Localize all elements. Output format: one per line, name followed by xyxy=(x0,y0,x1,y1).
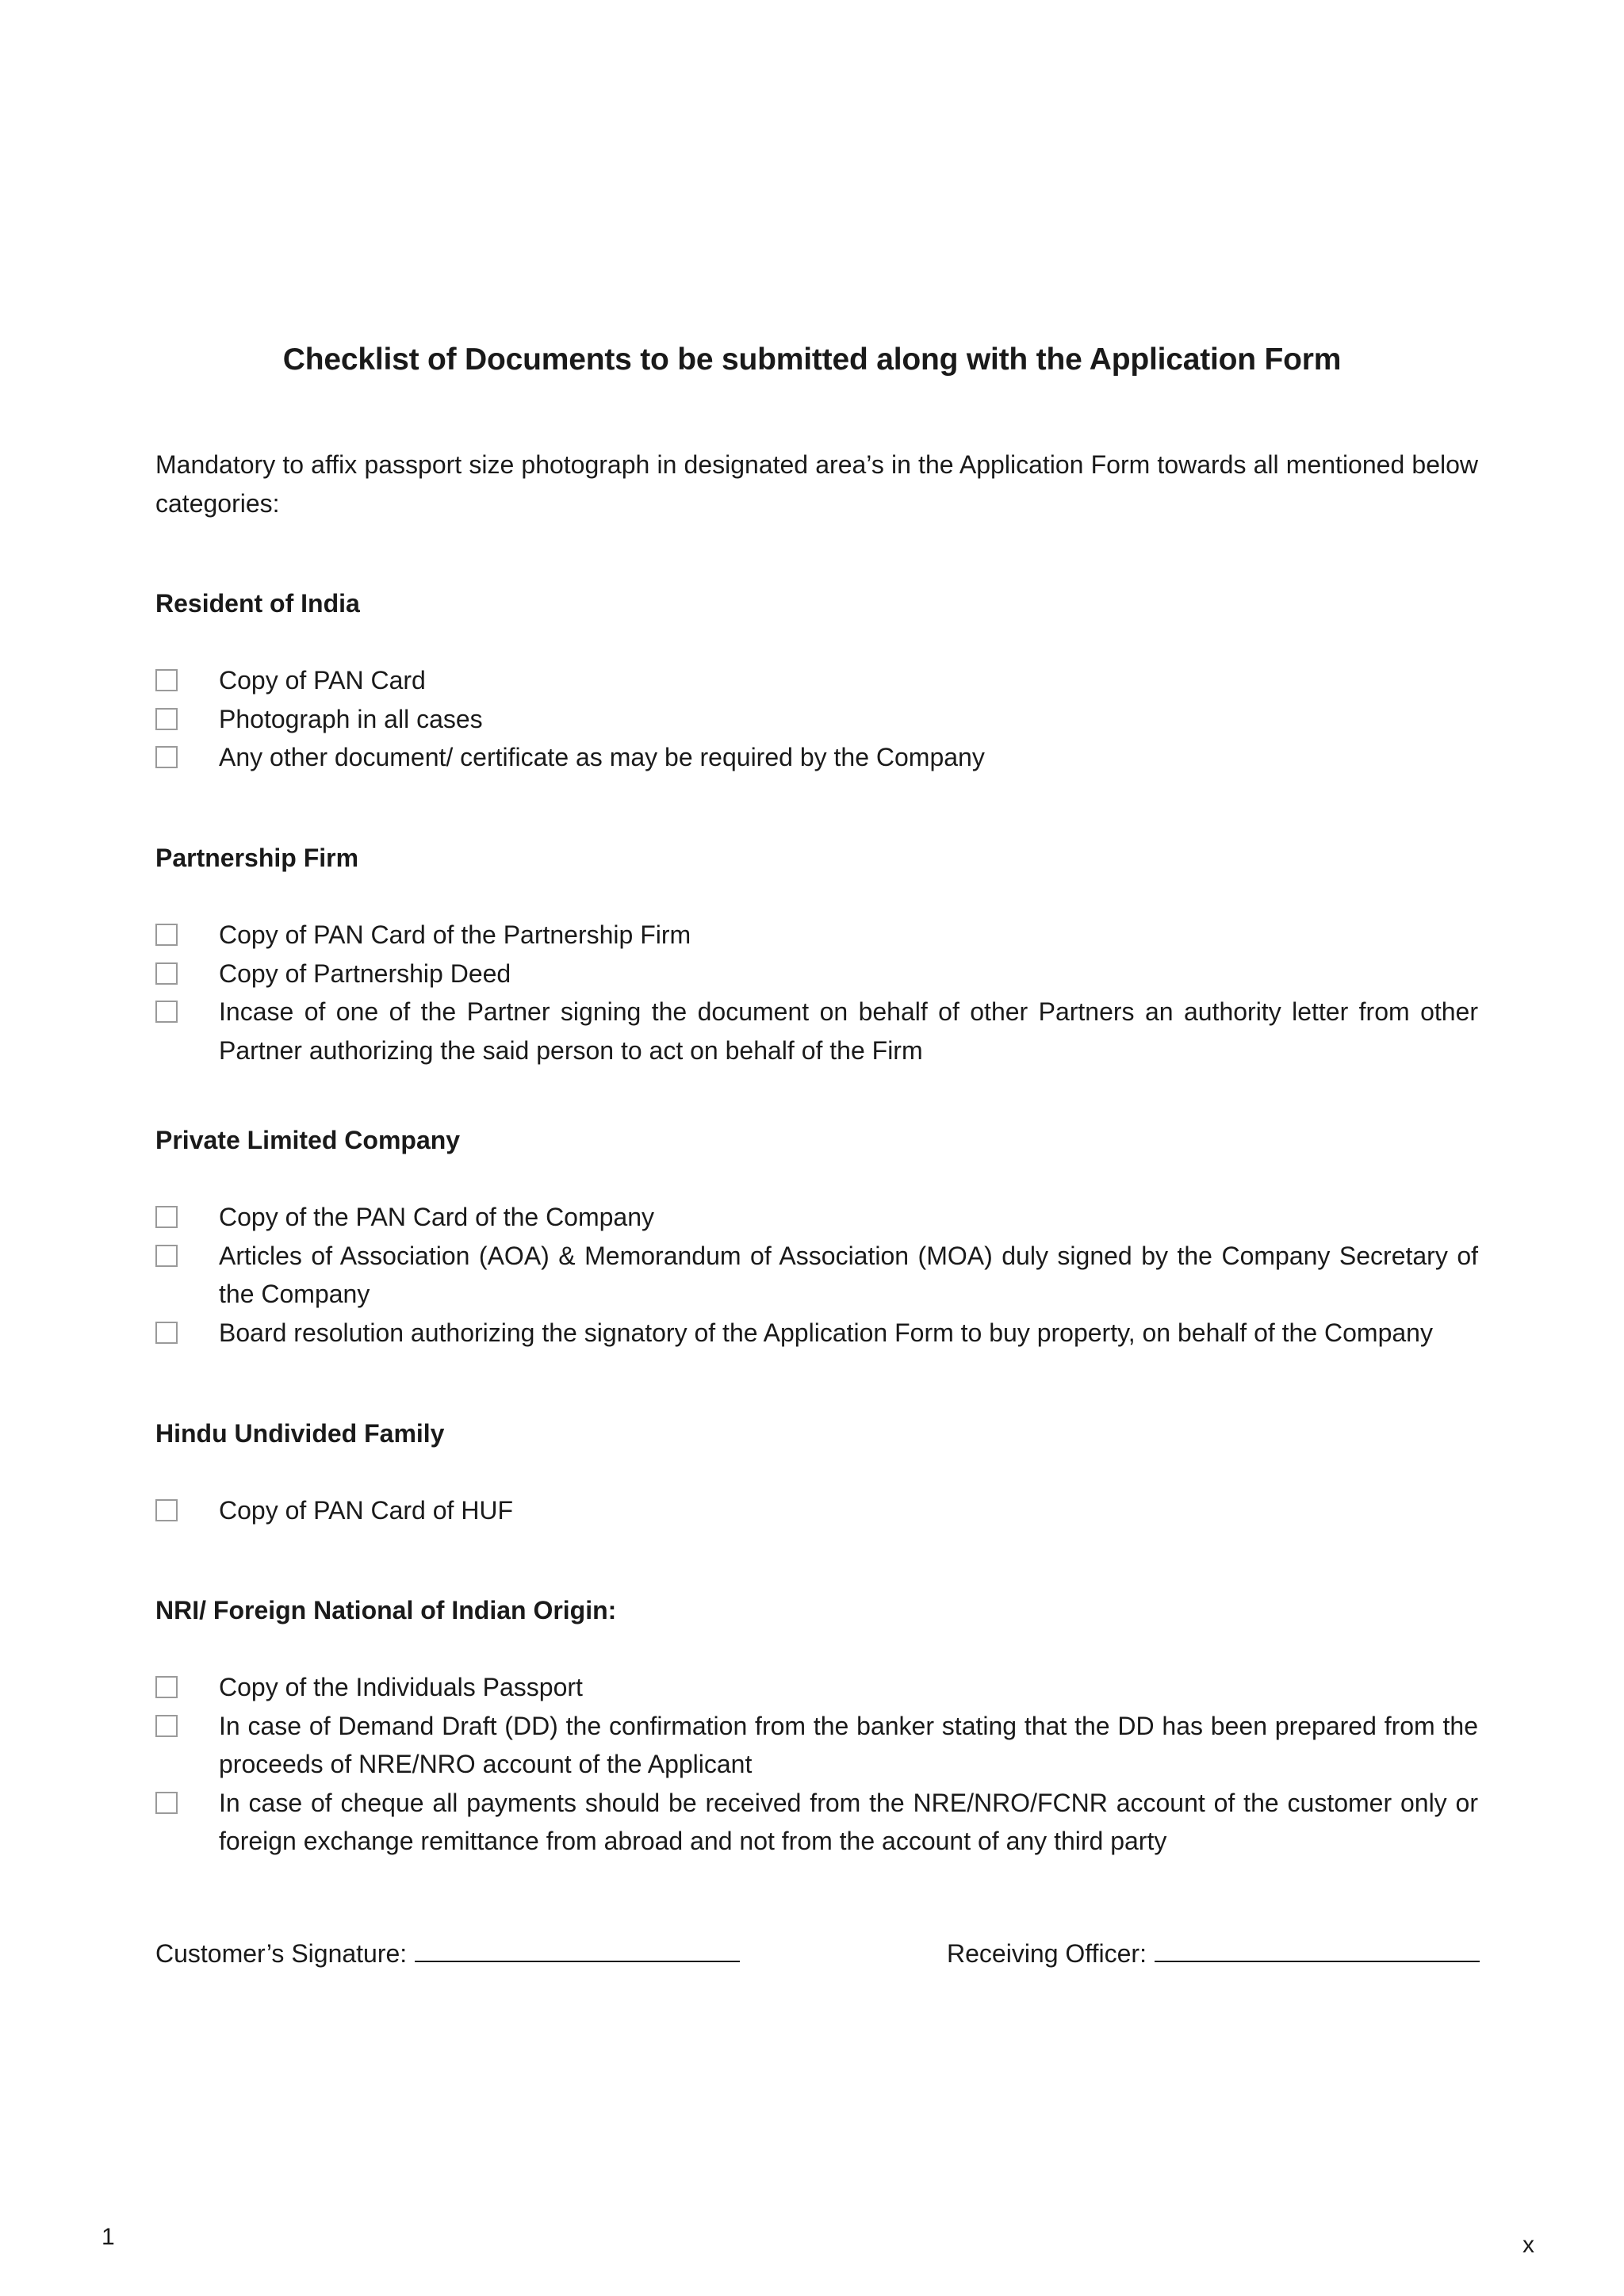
checklist-item-text: Copy of the PAN Card of the Company xyxy=(219,1203,655,1231)
customer-signature-label: Customer’s Signature: xyxy=(155,1939,408,1968)
checkbox[interactable] xyxy=(155,1206,178,1228)
checklist-item xyxy=(155,1198,1478,1237)
checkbox[interactable] xyxy=(155,746,178,768)
checklist-item-text: Incase of one of the Partner signing the document on behalf of other Partners an authority letter from other Partner authorizing the said person to act on behalf of the Firm xyxy=(219,997,1478,1065)
checklist-item xyxy=(155,1237,1478,1314)
section-heading: Hindu Undivided Family xyxy=(155,1419,445,1448)
corner-mark: x xyxy=(1522,2232,1534,2258)
receiving-officer-label: Receiving Officer: xyxy=(947,1939,1147,1968)
section-heading: Partnership Firm xyxy=(155,844,359,872)
checkbox[interactable] xyxy=(155,1792,178,1814)
page-number: 1 xyxy=(102,2224,115,2250)
checklist-item xyxy=(155,916,1478,955)
checkbox[interactable] xyxy=(155,962,178,985)
checklist-item xyxy=(155,1314,1478,1353)
checkbox[interactable] xyxy=(155,924,178,946)
checkbox[interactable] xyxy=(155,1715,178,1737)
checklist-item xyxy=(155,738,1478,777)
checklist-item-text: Copy of Partnership Deed xyxy=(219,959,511,988)
section-heading: Resident of India xyxy=(155,589,360,618)
intro-paragraph: Mandatory to affix passport size photograph in designated area’s in the Application Form towards all mentioned below categories: xyxy=(155,450,1478,518)
checklist-item-text: In case of Demand Draft (DD) the confirmation from the banker stating that the DD has been prepared from the proceeds of NRE/NRO account of the Applicant xyxy=(219,1711,1478,1778)
checklist-item xyxy=(155,700,1478,739)
checklist-item-text: Copy of PAN Card of HUF xyxy=(219,1496,514,1525)
checkbox[interactable] xyxy=(155,1322,178,1344)
checklist-item xyxy=(155,1784,1478,1861)
section-hindu-undivided-family xyxy=(155,1414,1478,1530)
checklist xyxy=(155,916,1478,1070)
checklist-item xyxy=(155,1707,1478,1784)
section-private-limited-company xyxy=(155,1121,1478,1352)
checklist xyxy=(155,1668,1478,1861)
checklist-item-text: Photograph in all cases xyxy=(219,704,483,733)
section-resident-of-india xyxy=(155,584,1478,777)
page-title: Checklist of Documents to be submitted along with the Application Form xyxy=(282,342,1342,377)
checklist xyxy=(155,661,1478,777)
checkbox[interactable] xyxy=(155,669,178,691)
checkbox[interactable] xyxy=(155,1499,178,1521)
checklist-item xyxy=(155,1668,1478,1707)
checklist-item-text: Copy of the Individuals Passport xyxy=(219,1673,583,1701)
checkbox[interactable] xyxy=(155,1001,178,1023)
checkbox[interactable] xyxy=(155,1245,178,1267)
checklist xyxy=(155,1491,1478,1530)
section-nri-foreign-national xyxy=(155,1591,1478,1861)
customer-signature xyxy=(155,1934,740,1973)
checklist-item-text: Copy of PAN Card xyxy=(219,666,426,695)
checklist-item-text: Copy of PAN Card of the Partnership Firm xyxy=(219,920,691,949)
receiving-officer-line[interactable] xyxy=(1155,1935,1480,1962)
checklist-item xyxy=(155,1491,1478,1530)
customer-signature-line[interactable] xyxy=(415,1935,740,1962)
section-heading: NRI/ Foreign National of Indian Origin: xyxy=(155,1596,617,1624)
section-partnership-firm xyxy=(155,839,1478,1070)
checkbox[interactable] xyxy=(155,1676,178,1698)
checklist-item xyxy=(155,955,1478,993)
checklist-item xyxy=(155,661,1478,700)
checklist-item-text: In case of cheque all payments should be received from the NRE/NRO/FCNR account of the customer only or foreign exchange remittance from abroad and not from the account of any third party xyxy=(219,1788,1478,1855)
checklist xyxy=(155,1198,1478,1352)
checklist-item-text: Articles of Association (AOA) & Memorandum of Association (MOA) duly signed by the Company Secretary of the Company xyxy=(219,1241,1478,1308)
receiving-officer-signature xyxy=(947,1934,1480,1973)
checklist-item xyxy=(155,993,1478,1070)
section-heading: Private Limited Company xyxy=(155,1126,461,1154)
checkbox[interactable] xyxy=(155,708,178,730)
checklist-item-text: Board resolution authorizing the signatory of the Application Form to buy property, on behalf of the Company xyxy=(219,1318,1433,1347)
checklist-item-text: Any other document/ certificate as may be required by the Company xyxy=(219,743,985,771)
